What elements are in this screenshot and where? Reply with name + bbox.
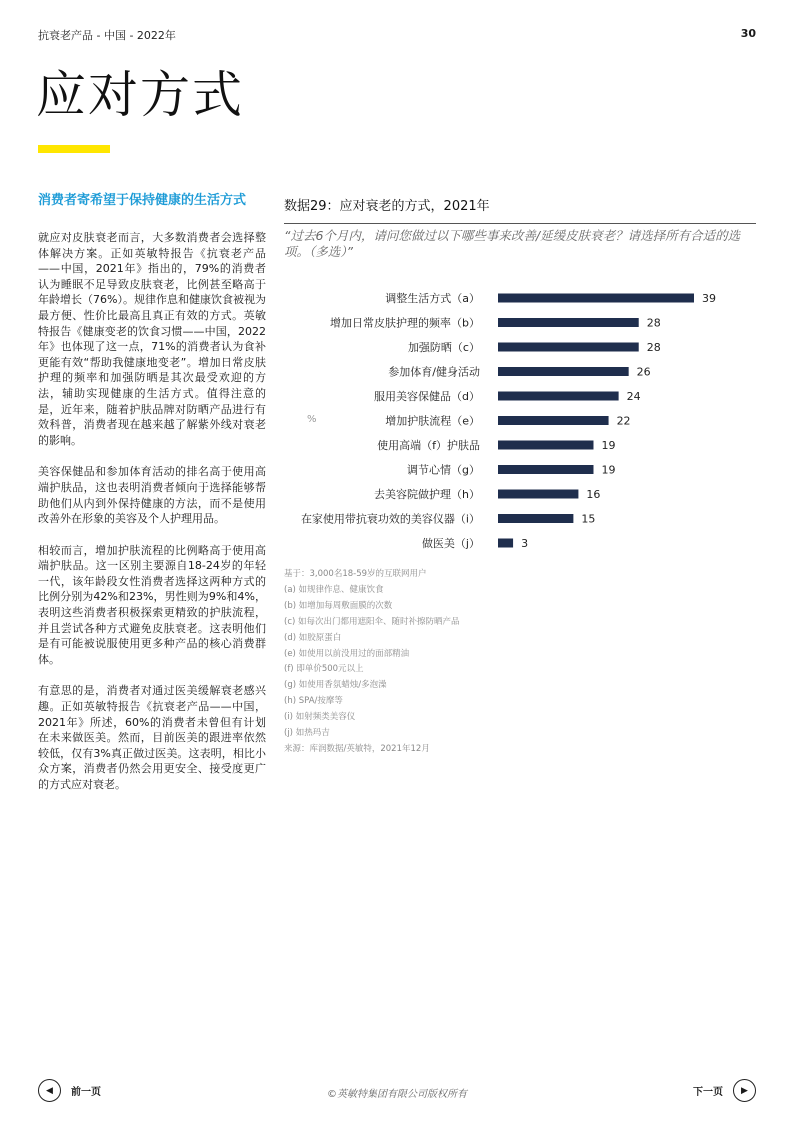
bar-category-label: 使用高端（f）护肤品 — [377, 439, 480, 452]
body-paragraph-1: 就应对皮肤衰老而言，大多数消费者会选择整体解决方案。正如英敏特报告《抗衰老产品——中国，2021年》指出的，79%的消费者认为睡眠不足导致皮肤衰老，比例甚至略高于年龄增长（76%）。规律作息和健康饮食被视为最方便、性价比最高且真正有效的方式。英敏特报告《健康变老的饮食习惯——中国，2022年》也体现了这一点，71%的消费者认为食补更能有效“帮助我健康地变老”。增加日常皮肤护理的频率和加强防晒是其次最受欢迎的方法，辅助实现健康的生活方式。值得注意的是，近年来，随着护肤品牌对防晒产品进行有效科普，消费者现在越来越了解紫外线对衰老的影响。 — [38, 231, 266, 447]
next-arrow-icon[interactable]: ▶ — [733, 1079, 756, 1102]
bar-value-label: 22 — [616, 414, 631, 428]
bar-category-label: 去美容院做护理（h） — [374, 488, 480, 501]
note-item: (e) 如使用以前没用过的面部精油 — [284, 648, 410, 659]
bar-value-label: 24 — [626, 390, 641, 403]
bar — [498, 490, 578, 499]
body-paragraph-4: 有意思的是，消费者对通过医美缓解衰老感兴趣。正如英敏特报告《抗衰老产品——中国，2021年》所述，60%的消费者未曾但有计划在未来做医美。然而，目前医美的跟进率依然较低，仅有3%真正做过医美。这表明，相比小众方案，消费者仍然会用更安全、接受度更广的方式应对衰老。 — [38, 684, 266, 791]
body-paragraph-2: 美容保健品和参加体育活动的排名高于使用高端护肤品，这也表明消费者倾向于选择能够帮助他们从内到外保持健康的方法，而不是使用改善外在形象的美容及个人护理用品。 — [38, 465, 266, 526]
bar-value-label: 19 — [601, 439, 616, 452]
bar-category-label: 参加体育/健身活动 — [388, 365, 480, 379]
bar-category-label: 加强防晒（c） — [407, 341, 480, 354]
next-page-link[interactable] — [683, 1079, 756, 1102]
body-column — [38, 193, 266, 809]
note-item: (i) 如射频类美容仪 — [284, 712, 356, 723]
bar-category-label: 增加日常皮肤护理的频率（b） — [330, 316, 480, 330]
bar — [498, 539, 513, 548]
note-source: 来源：库润数据/英敏特，2021年12月 — [284, 743, 430, 754]
bar-category-label: 服用美容保健品（d） — [374, 390, 480, 403]
chart-title: 数据29：应对衰老的方式，2021年 — [284, 199, 490, 214]
bar-value-label: 26 — [636, 365, 651, 379]
body-paragraph-3: 相较而言，增加护肤流程的比例略高于使用高端护肤品。这一区别主要源自18-24岁的年轻一代，该年龄段女性消费者选择这两种方式的比例分别为42%和23%，男性则为9%和4%，表明这些消费者积极探索更精致的护肤流程，并且尝试各种方式避免皮肤衰老。这表明他们是有可能被说服使用更多种产品的核心消费群体。 — [38, 543, 266, 666]
bar — [498, 318, 639, 327]
accent-bar — [38, 145, 110, 153]
bar — [498, 392, 619, 401]
bar-category-label: 增加护肤流程（e） — [385, 414, 480, 428]
bar — [498, 294, 694, 303]
bar-category-label: 调整生活方式（a） — [385, 292, 480, 305]
bar — [498, 514, 573, 523]
note-item: (b) 如增加每周敷面膜的次数 — [284, 600, 393, 611]
note-base: 基于：3,000名18-59岁的互联网用户 — [284, 569, 427, 579]
bar — [498, 441, 593, 450]
report-header-title: 抗衰老产品 - 中国 - 2022年 — [38, 29, 176, 42]
bar — [498, 465, 593, 474]
chart-unit-label: % — [307, 414, 317, 425]
bar-value-label: 15 — [581, 512, 596, 526]
bar-chart — [284, 286, 754, 556]
bar-value-label: 28 — [646, 341, 661, 354]
bar-category-label: 调节心情（g） — [407, 463, 480, 477]
page-number: 30 — [740, 27, 756, 40]
note-item: (c) 如每次出门都用遮阳伞、随时补擦防晒产品 — [284, 616, 460, 627]
bar-category-label: 在家使用带抗衰功效的美容仪器（i） — [300, 512, 480, 526]
previous-page-label[interactable]: 前一页 — [71, 1087, 101, 1098]
page-title: 应对方式 — [36, 66, 244, 124]
bar-value-label: 28 — [646, 316, 661, 330]
note-item: (g) 如使用香氛蜡烛/多泡澡 — [284, 680, 387, 691]
bar-category-label: 做医美（j） — [421, 537, 480, 550]
bar — [498, 367, 629, 376]
note-item: (h) SPA/按摩等 — [284, 696, 343, 707]
bar — [498, 416, 609, 425]
bar-value-label: 3 — [521, 537, 529, 550]
next-page-label[interactable]: 下一页 — [693, 1087, 723, 1098]
survey-question: “过去6个月内，请问您做过以下哪些事来改善/延缓皮肤衰老？请选择所有合适的选项。（多选）” — [284, 223, 756, 260]
bar-value-label: 19 — [601, 463, 616, 477]
previous-arrow-icon[interactable]: ◀ — [38, 1079, 61, 1102]
bar-value-label: 39 — [702, 292, 716, 305]
note-item: (j) 如热玛吉 — [284, 728, 330, 739]
chart-notes — [284, 567, 614, 758]
note-item: (a) 如规律作息、健康饮食 — [284, 584, 384, 595]
copyright-notice: ©英敏特集团有限公司版权所有 — [327, 1089, 467, 1100]
bar — [498, 343, 639, 352]
bar-value-label: 16 — [586, 488, 601, 501]
section-subheading: 消费者寄希望于保持健康的生活方式 — [38, 193, 247, 208]
note-item: (d) 如胶原蛋白 — [284, 632, 342, 643]
note-item: (f) 即单价500元以上 — [284, 664, 364, 675]
